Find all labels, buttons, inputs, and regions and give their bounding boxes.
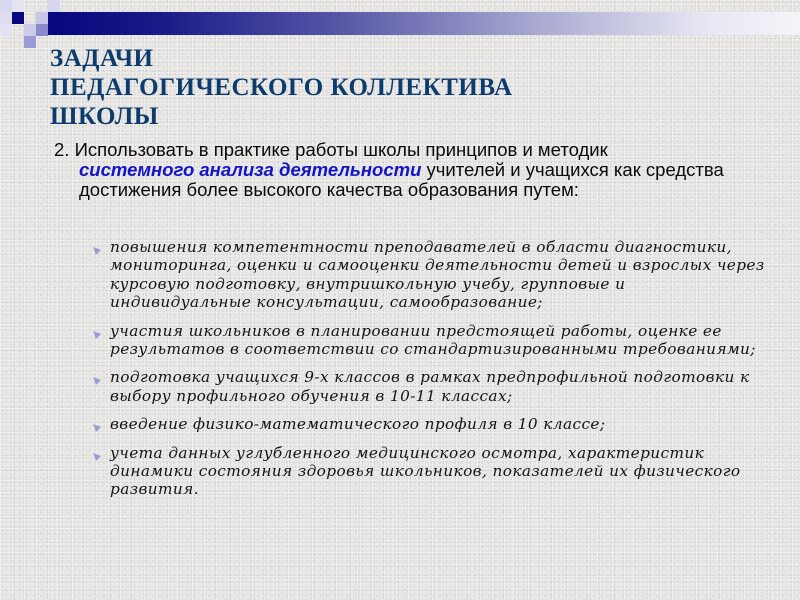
list-item-text: повышения компетентности преподавателей в области диагностики, мониторинга, оценки и самооценки деятельности детей и взрослых через курсовую подготовку, внутришкольную учебу, групповые и индивидуальные консультации, самообразование; — [110, 238, 765, 312]
list-item-text: участия школьников в планировании предстоящей работы, оценке ее результатов в соответствии со стандартизированными требованиями; — [110, 321, 756, 359]
decorative-square — [0, 12, 12, 24]
decorative-square — [36, 12, 48, 24]
title-line-1: ЗАДАЧИ — [50, 45, 154, 72]
decorative-square — [48, 0, 60, 12]
list-item — [88, 368, 768, 405]
decorative-square — [12, 12, 24, 24]
intro-continuation — [54, 160, 774, 200]
sub-bullet-list — [88, 238, 768, 509]
decorative-square — [0, 0, 12, 12]
intro-paragraph — [54, 140, 774, 200]
list-item-text: подготовка учащихся 9-х классов в рамках предпрофильной подготовки к выбору профильного обучения в 10-11 классах; — [110, 368, 750, 405]
title-line-2: ПЕДАГОГИЧЕСКОГО КОЛЛЕКТИВА — [50, 74, 513, 101]
list-item-text: введение физико-математического профиля в 10 классе; — [110, 415, 606, 434]
decorative-square — [36, 24, 48, 36]
header-gradient-bar — [48, 12, 800, 35]
list-item-text: учета данных углубленного медицинского осмотра, характеристик динамики состояния здоровья школьников, показателей их физического развития. — [110, 443, 741, 499]
arrow-bullet-icon — [93, 418, 101, 426]
intro-text-end: учителей и учащихся как средства достижения более высокого качества образования путем: — [79, 159, 724, 200]
title-line-3: ШКОЛЫ — [50, 103, 159, 130]
highlighted-phrase: системного анализа деятельности — [79, 159, 422, 180]
list-item — [88, 322, 768, 359]
arrow-bullet-icon — [93, 325, 101, 333]
decorative-square — [0, 24, 12, 36]
decorative-square — [24, 24, 36, 36]
list-item — [88, 238, 768, 312]
arrow-bullet-icon — [93, 371, 101, 379]
intro-text-start: Использовать в практике работы школы принципов и методик — [69, 139, 608, 160]
slide-title — [50, 44, 513, 131]
arrow-bullet-icon — [93, 241, 101, 249]
arrow-bullet-icon — [93, 447, 101, 455]
list-item — [88, 415, 768, 433]
decorative-square — [24, 36, 36, 48]
list-item — [88, 444, 768, 499]
item-number: 2. — [54, 139, 70, 160]
decorative-square — [12, 0, 24, 12]
